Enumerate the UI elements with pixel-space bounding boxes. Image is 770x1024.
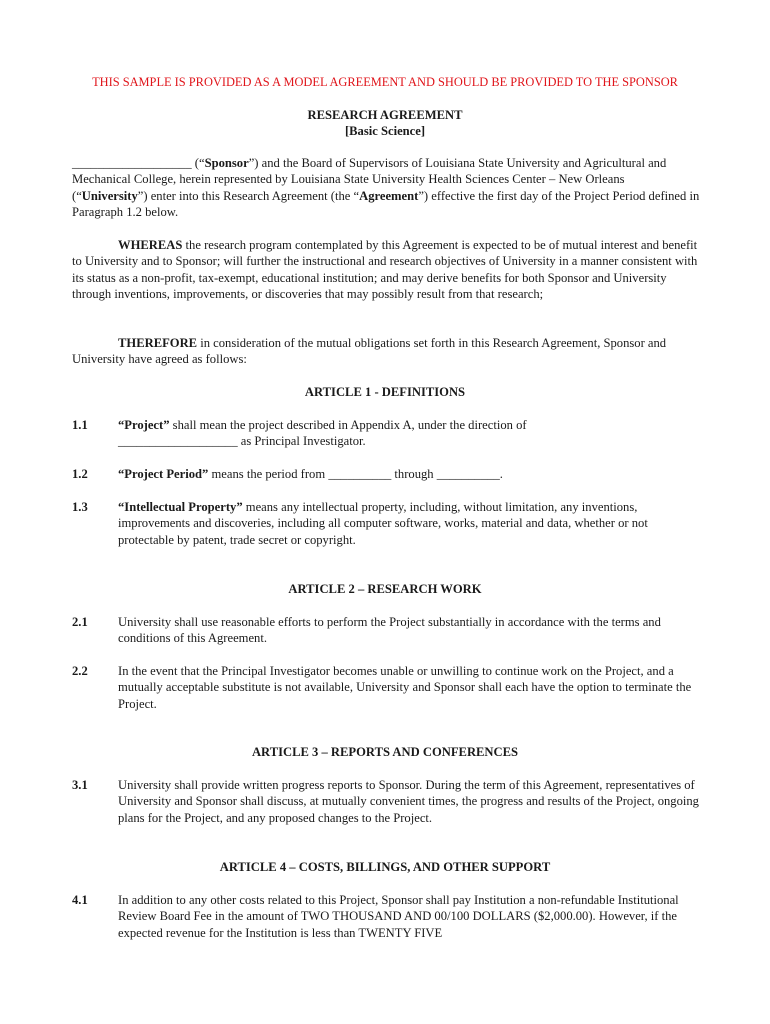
section-1-2: 1.2 “Project Period” means the period from __________ through __________.	[72, 467, 503, 481]
sponsor-term: Sponsor	[204, 156, 249, 170]
start-date-blank: __________	[328, 467, 392, 481]
section-1-1: 1.1 “Project” shall mean the project described in Appendix A, under the direction of ___________________ as Principal Investigator.	[72, 418, 527, 449]
therefore-paragraph: THEREFORE in consideration of the mutual obligations set forth in this Research Agreement, Sponsor and University have agreed as follows:	[72, 336, 667, 367]
document-title: RESEARCH AGREEMENT	[307, 108, 463, 122]
title-block	[0, 107, 770, 140]
article-1-heading: ARTICLE 1 - DEFINITIONS	[304, 385, 466, 399]
section-3-1: 3.1 University shall provide written progress reports to Sponsor. During the term of this Agreement, representatives of University and Sponsor shall discuss, at mutually convenient times, the progress and results of the Project, ongoing plans for the Project, and any proposed changes to the Project.	[72, 778, 699, 825]
section-2-2: 2.2 In the event that the Principal Investigator becomes unable or unwilling to continue work on the Project, and a mutually acceptable substitute is not available, University and Sponsor shall each have the option to terminate the Project.	[72, 664, 692, 711]
intro-paragraph: ___________________ (“Sponsor”) and the Board of Supervisors of Louisiana State University and Agricultural and Mechanical College, herein represented by Louisiana State University Health Sciences Center – New Orleans (“University”) enter into this Research Agreement (the “Agreement”) effective the first day of the Project Period defined in Paragraph 1.2 below.	[72, 156, 700, 220]
end-date-blank: __________	[436, 467, 500, 481]
pi-name-blank: ___________________	[118, 434, 238, 449]
agreement-term: Agreement	[359, 188, 419, 203]
sponsor-name-blank: ___________________	[72, 156, 192, 170]
section-1-3: 1.3 “Intellectual Property” means any intellectual property, including, without limitation, any inventions, improvements and discoveries, including all computer software, works, material and data, whether or not protectable by patent, trade secret or copyright.	[72, 500, 648, 547]
section-2-1: 2.1 University shall use reasonable efforts to perform the Project substantially in accordance with the terms and conditions of this Agreement.	[72, 615, 661, 646]
section-4-1: 4.1 In addition to any other costs related to this Project, Sponsor shall pay Institution a non-refundable Institutional Review Board Fee in the amount of TWO THOUSAND AND 00/100 DOLLARS ($2,000.00). However, if the expected revenue for the Institution is less than TWENTY FIVE	[72, 893, 679, 940]
article-3-heading: ARTICLE 3 – REPORTS AND CONFERENCES	[251, 745, 519, 759]
university-term: University	[81, 188, 138, 203]
whereas-paragraph: WHEREAS the research program contemplated by this Agreement is expected to be of mutual interest and benefit to University and to Sponsor; will further the instructional and research objectives of University in a manner consistent with its status as a non-profit, tax-exempt, educational institution; and may derive benefits for both Sponsor and University through inventions, improvements, or discoveries that may possibly result from that research;	[72, 238, 698, 302]
document-subtitle: [Basic Science]	[344, 124, 426, 139]
sample-notice: THIS SAMPLE IS PROVIDED AS A MODEL AGREEMENT AND SHOULD BE PROVIDED TO THE SPONSOR	[92, 75, 678, 89]
article-2-heading: ARTICLE 2 – RESEARCH WORK	[288, 582, 482, 596]
article-4-heading: ARTICLE 4 – COSTS, BILLINGS, AND OTHER SUPPORT	[219, 860, 551, 874]
